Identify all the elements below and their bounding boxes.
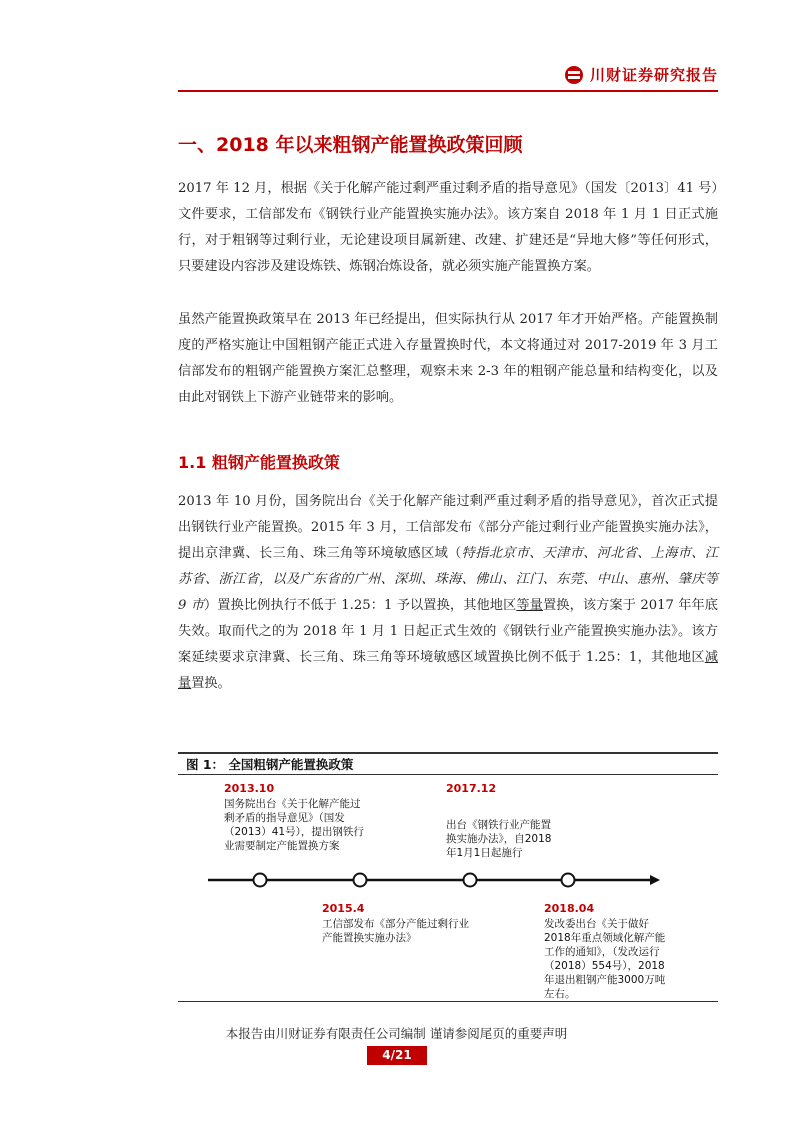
- timeline-event: [544, 902, 674, 1001]
- chuancai-logo-icon: [564, 65, 584, 85]
- paragraph-3-text: 置换。: [191, 676, 231, 691]
- timeline-event: [224, 782, 364, 853]
- underline-reduce: 减量: [178, 650, 718, 691]
- event-date: 2018.04: [544, 902, 595, 915]
- footer-disclaimer: 本报告由川财证券有限责任公司编制 谨请参阅尾页的重要声明: [225, 1026, 568, 1041]
- brand: [564, 64, 718, 85]
- figure-bottom-rule: [178, 1001, 718, 1002]
- paragraph-3-text: 2013 年 10 月份，国务院出台《关于化解产能过剩严重过剩矛盾的指导意见》，首次正式提出钢铁行业产能置换。2015 年 3 月，工信部发布《部分产能过剩行业产能置换实施办法》，提出京津冀、长三角、珠三角等环境敏感区域（: [178, 494, 718, 561]
- timeline-event: [322, 902, 472, 945]
- figure-timeline: [178, 752, 718, 1002]
- paragraph-3-italic: 特指北京市、天津市、河北省、上海市、江苏省、浙江省，以及广东省的广州、深圳、珠海、佛山、江门、东莞、中山、惠州、肇庆等 9 市: [178, 546, 719, 613]
- brand-name: 川财证券研究报告: [589, 66, 718, 84]
- section-title: 一、2018 年以来粗钢产能置换政策回顾: [178, 134, 523, 156]
- paragraph-3: [178, 489, 718, 697]
- timeline-event: [446, 782, 556, 860]
- event-date: 2013.10: [224, 782, 275, 795]
- paragraph-2: 虽然产能置换政策早在 2013 年已经提出，但实际执行从 2017 年才开始严格。产能置换制度的严格实施让中国粗钢产能正式进入存量置换时代，本文将通过对 2017-2019 年 3 月工信部发布的粗钢产能置换方案汇总整理，观察未来 2-3 年的粗钢产能总量和结构变化，以及由此对钢铁上下游产业链带来的影响。: [178, 312, 718, 405]
- event-text: 发改委出台《关于做好2018年重点领域化解产能工作的通知》，（发改运行（2018）554号），2018年退出粗钢产能3000万吨左右。: [544, 918, 666, 1000]
- timeline-node: [254, 874, 267, 887]
- timeline-node: [354, 874, 367, 887]
- header-divider: [178, 90, 718, 92]
- event-text: 出台《钢铁行业产能置换实施办法》，自2018年1月1日起施行: [446, 819, 552, 859]
- event-text: 国务院出台《关于化解产能过剩矛盾的指导意见》（国发（2013）41号），提出钢铁行业需要制定产能置换方案: [224, 798, 364, 852]
- page-number: 4/21: [367, 1046, 427, 1065]
- event-date: 2017.12: [446, 782, 497, 795]
- paragraph-1: 2017 年 12 月，根据《关于化解产能过剩严重过剩矛盾的指导意见》（国发〔2013〕41 号）文件要求，工信部发布《钢铁行业产能置换实施办法》。该方案自 2018 年 1 月 1 日正式施行，对于粗钢等过剩行业，无论建设项目属新建、改建、扩建还是“异地大修”等任何形式，只要建设内容涉及建设炼铁、炼钢冶炼设备，就必须实施产能置换方案。: [178, 181, 718, 274]
- page-header: [178, 62, 718, 90]
- underline-equal: 等量: [516, 598, 543, 613]
- timeline-arrow-icon: [650, 875, 660, 885]
- timeline-node: [562, 874, 575, 887]
- figure-title: 图 1： 全国粗钢产能置换政策: [186, 757, 354, 772]
- paragraph-3-text: 置换，该方案于 2017 年年底失效。取而代之的为 2018 年 1 月 1 日起正式生效的《钢铁行业产能置换实施办法》。该方案延续要求京津冀、长三角、珠三角等环境敏感区域置换比例不低于 1.25：1，其他地区: [178, 598, 718, 665]
- timeline-node: [464, 874, 477, 887]
- subsection-title: 1.1 粗钢产能置换政策: [178, 453, 340, 472]
- event-text: 工信部发布《部分产能过剩行业产能置换实施办法》: [322, 918, 469, 944]
- paragraph-3-text: ）置换比例执行不低于 1.25：1 予以置换，其他地区: [204, 598, 517, 613]
- event-date: 2015.4: [322, 902, 365, 915]
